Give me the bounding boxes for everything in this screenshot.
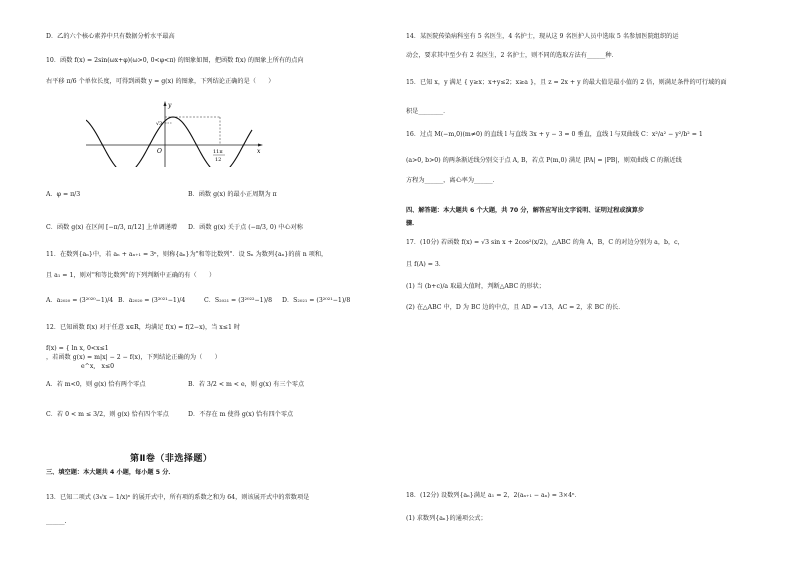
- origin-label: O: [157, 148, 162, 155]
- q12-option-b: B．若 3/2 < m < e，则 g(x) 有三个零点: [188, 381, 305, 388]
- section4-heading-line1: 四、解答题：本大题共 6 个大题，共 70 分，解答应写出文字说明、证明过程或演算步: [406, 207, 645, 214]
- q13-blank: ______.: [46, 518, 67, 525]
- q12-option-c: C．若 0 < m ≤ 3/2，则 g(x) 恰有四个零点: [46, 411, 169, 418]
- sqrt3-label: √3: [156, 121, 163, 127]
- q12-piecewise-line1: f(x) = { ln x, 0<x≤1: [46, 345, 109, 352]
- q10-option-c: C．函数 g(x) 在区间 [−π/3, π/12] 上单调递增: [46, 224, 178, 231]
- q10-stem-line2: 右平移 π/6 个单位长度，可得到函数 y = g(x) 的图象，下列结论正确的是（ ）: [46, 78, 275, 85]
- sine-curve: [86, 117, 252, 167]
- q14-stem-line1: 14．某医院传染病科室有 5 名医生，4 名护士，现从这 9 名医护人员中选取 5 名参加医院组织的运: [406, 33, 679, 40]
- q11-option-c: C．S₂₀₂₁ = (3²⁰²²−1)/8: [204, 297, 273, 304]
- q17-part1: (1) 当 (b+c)/a 取最大值时，判断△ABC 的形状；: [406, 283, 545, 290]
- q12-stem-line1: 12．已知函数 f(x) 对于任意 x∈R，均满足 f(x) = f(2−x)，当 x≤1 时: [46, 324, 241, 331]
- q9-option-d: D．乙的六个核心素养中只有数据分析水平最高: [46, 33, 175, 40]
- q15-stem-line1: 15．已知 x，y 满足 { y≥x；x+y≤2；x≥a }，且 z = 2x + y 的最大值是最小值的 2 倍，则满足条件的可行域的面: [406, 79, 727, 86]
- section3-heading: 三、填空题：本大题共 4 小题，每小题 5 分．: [46, 469, 175, 476]
- q11-stem-line2: 且 a₁ = 1，则对"和等比数列"的下列判断中正确的有（ ）: [46, 272, 216, 279]
- sine-function-graph: [86, 101, 264, 167]
- q14-stem-line2: 动会，要求其中至少有 2 名医生，2 名护士，则不同的选取方法有______种．: [406, 52, 618, 59]
- y-axis-arrow: [164, 101, 167, 106]
- q12-piecewise-line2: e^x, x≤0: [81, 363, 115, 370]
- q12-option-d: D．不存在 m 使得 g(x) 恰有四个零点: [188, 411, 294, 418]
- x-axis-label: x: [257, 148, 261, 155]
- q18-stem: 18．(12分) 设数列{aₙ}满足 a₁ = 2，2(aₙ₊₁ − aₙ) = 3×4ⁿ．: [406, 492, 581, 499]
- q10-stem-line1: 10．函数 f(x) = 2sin(ωx+φ)(ω>0, 0<φ<π) 的图象如图，把函数 f(x) 的图象上所有的点向: [46, 57, 304, 64]
- q17-part2: (2) 在△ABC 中，D 为 BC 边的中点，且 AD = √13，AC = 2，求 BC 的长．: [406, 304, 625, 311]
- tick-label-denominator: 12: [215, 157, 222, 163]
- q13-stem: 13．已知二项式 (3√x − 1/x)ⁿ 的展开式中，所有项的系数之和为 64，则该展开式中的常数项是: [46, 494, 310, 501]
- tick-label-numerator: 11π: [213, 149, 223, 155]
- q11-stem-line1: 11．在数列{aₙ}中，若 aₙ + aₙ₊₁ = 3ⁿ，则称{aₙ}为"和等比数列"．设 Sₙ 为数列{aₙ}的前 n 项和，: [46, 251, 328, 258]
- q17-stem-line1: 17．(10分) 若函数 f(x) = √3 sin x + 2cos²(x/2)，△ABC 的角 A，B，C 的对边分别为 a，b，c，: [406, 239, 684, 246]
- q15-stem-line2: 积是________．: [406, 108, 450, 115]
- q11-option-a: A．a₂₀₂₀ = (3²⁰²⁰−1)/4: [46, 297, 114, 304]
- x-axis-arrow: [258, 144, 263, 147]
- q18-part1: (1) 求数列{aₙ}的通项公式；: [406, 515, 487, 522]
- q10-option-b: B．函数 g(x) 的最小正周期为 π: [188, 191, 277, 198]
- section4-heading-line2: 骤．: [406, 220, 419, 227]
- q10-option-a: A．φ = π/3: [46, 191, 81, 198]
- part2-heading: 第Ⅱ卷（非选择题）: [130, 454, 213, 464]
- q11-option-d: D．S₂₀₂₁ = (3²⁰²¹−1)/8: [282, 297, 351, 304]
- q12-option-a: A．若 m<0，则 g(x) 恰有两个零点: [46, 381, 146, 388]
- q17-stem-line2: 且 f(A) = 3．: [406, 261, 445, 268]
- q12-piecewise-tail: ，若函数 g(x) = m|x| − 2 − f(x)，下列结论正确的为（ ）: [46, 354, 221, 361]
- q11-option-b: B．a₂₀₂₀ = (3²⁰²¹−1)/4: [118, 297, 186, 304]
- q10-option-d: D．函数 g(x) 关于点 (−π/3, 0) 中心对称: [188, 224, 303, 231]
- q16-stem-line3: 方程为______，离心率为______．: [406, 177, 499, 184]
- q16-stem-line2: (a>0, b>0) 的两条渐近线分别交于点 A, B，若点 P(m,0) 满足 |PA| = |PB|，则双曲线 C 的渐近线: [406, 157, 682, 164]
- q16-stem-line1: 16．过点 M(−m,0)(m≠0) 的直线 l 与直线 3x + y − 3 = 0 垂直，直线 l 与双曲线 C：x²/a² − y²/b² = 1: [406, 131, 703, 138]
- y-axis-label: y: [168, 102, 172, 109]
